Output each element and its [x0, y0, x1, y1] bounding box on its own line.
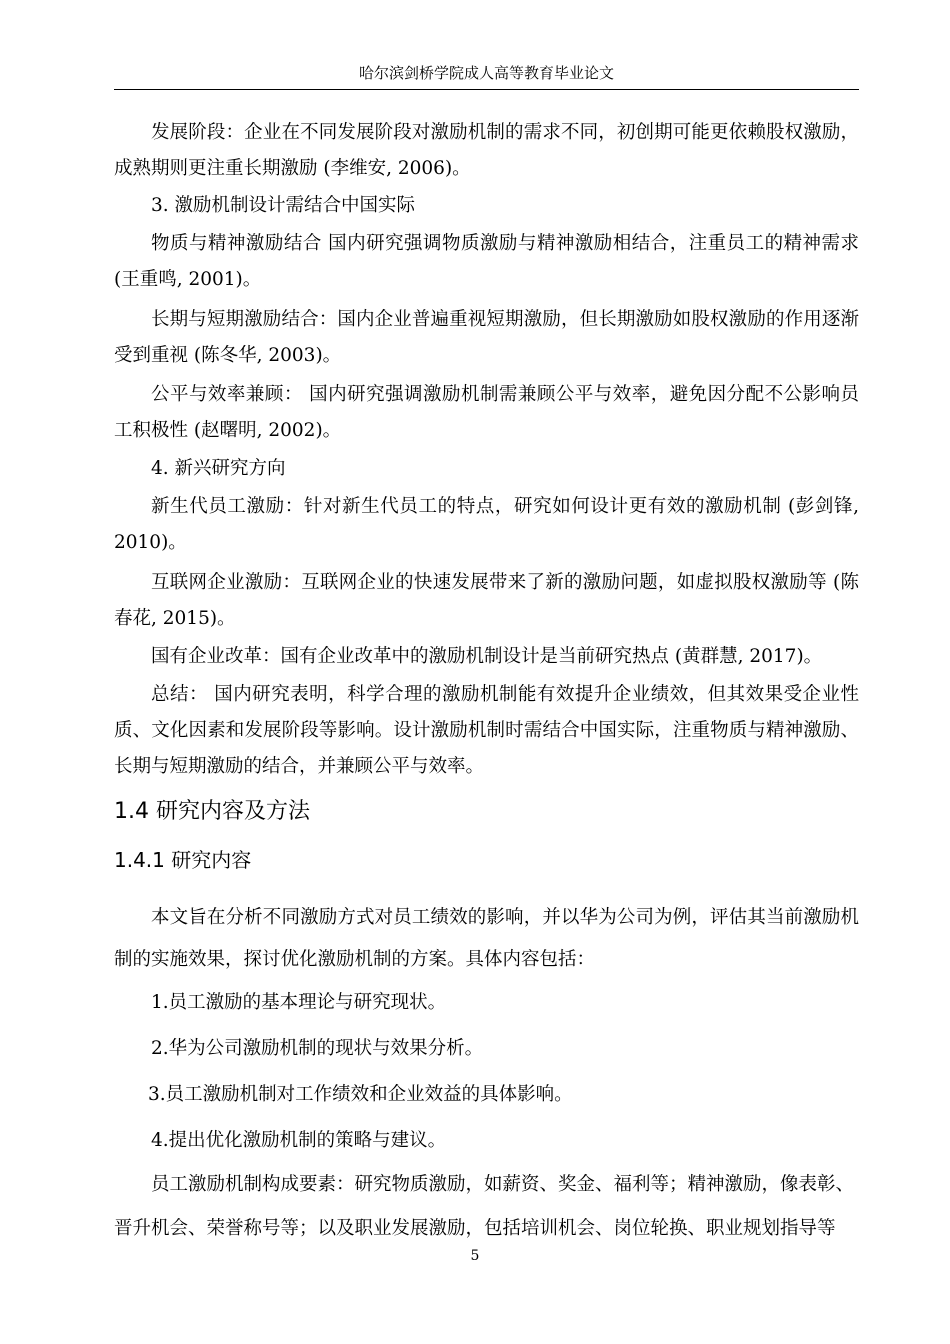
paragraph-long-short-term: 长期与短期激励结合：国内企业普遍重视短期激励，但长期激励如股权激励的作用逐渐受到重视 (陈冬华, 2003)。: [114, 309, 859, 366]
list-item: 2.华为公司激励机制的现状与效果分析。: [151, 1038, 484, 1059]
paragraph-new-generation: 新生代员工激励：针对新生代员工的特点，研究如何设计更有效的激励机制 (彭剑锋, 2010)。: [114, 496, 859, 553]
paragraph-elements-line-1: 员工激励机制构成要素：研究物质激励，如薪资、奖金、福利等；精神激励，像表彰、: [151, 1174, 855, 1195]
paragraph-summary: 总结： 国内研究表明，科学合理的激励机制能有效提升企业绩效，但其效果受企业性质、文化因素和发展阶段等影响。设计激励机制时需结合中国实际，注重物质与精神激励、长期与短期激励的结合，并兼顾公平与效率。: [114, 684, 859, 777]
subsection-heading: 1.4.1 研究内容: [114, 848, 252, 872]
list-heading-emerging-directions: 4. 新兴研究方向: [151, 458, 286, 479]
header-divider: [114, 89, 859, 90]
page-header-title: 哈尔滨剑桥学院成人高等教育毕业论文: [358, 64, 614, 82]
list-item: 1.员工激励的基本理论与研究现状。: [151, 992, 447, 1013]
paragraph-elements-line-2: 晋升机会、荣誉称号等；以及职业发展激励，包括培训机会、岗位轮换、职业规划指导等: [114, 1218, 836, 1239]
paragraph-research-intro: 本文旨在分析不同激励方式对员工绩效的影响，并以华为公司为例，评估其当前激励机制的实施效果，探讨优化激励机制的方案。具体内容包括：: [114, 907, 859, 970]
list-item: 4.提出优化激励机制的策略与建议。: [151, 1130, 447, 1151]
list-heading-china-context: 3. 激励机制设计需结合中国实际: [151, 195, 416, 216]
section-heading: 1.4 研究内容及方法: [114, 799, 310, 824]
paragraph-internet-companies: 互联网企业激励：互联网企业的快速发展带来了新的激励问题，如虚拟股权激励等 (陈春花, 2015)。: [114, 572, 859, 629]
paragraph-state-owned-reform: 国有企业改革：国有企业改革中的激励机制设计是当前研究热点 (黄群慧, 2017)。: [151, 646, 823, 667]
paragraph-fairness-efficiency: 公平与效率兼顾： 国内研究强调激励机制需兼顾公平与效率，避免因分配不公影响员工积极性 (赵曙明, 2002)。: [114, 384, 859, 441]
paragraph-material-spiritual: 物质与精神激励结合 国内研究强调物质激励与精神激励相结合，注重员工的精神需求 (王重鸣, 2001)。: [114, 233, 859, 290]
list-item: 3.员工激励机制对工作绩效和企业效益的具体影响。: [148, 1084, 573, 1105]
page-number: 5: [470, 1248, 480, 1264]
paragraph-development-stage: 发展阶段：企业在不同发展阶段对激励机制的需求不同，初创期可能更依赖股权激励，成熟期则更注重长期激励 (李维安, 2006)。: [114, 122, 859, 179]
